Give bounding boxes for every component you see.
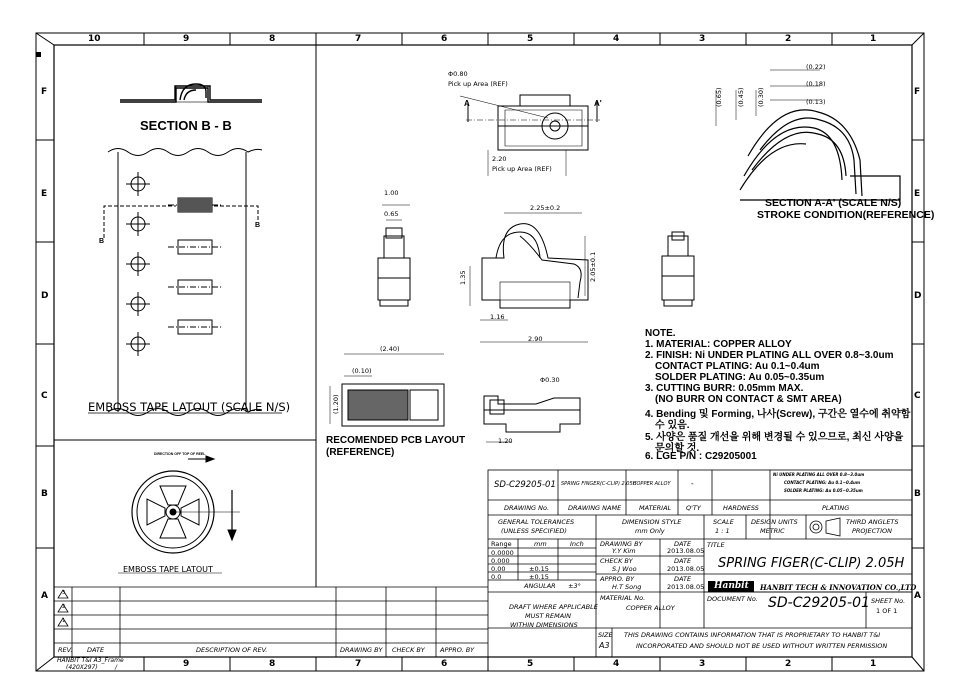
zone-right-d: D bbox=[914, 291, 922, 301]
proprietary-note-2: INCORPORATED AND SHOULD NOT BE USED WITHOUT WRITTEN PERMISSION bbox=[636, 642, 888, 650]
bottom-view bbox=[484, 396, 580, 442]
zone-right-a: A bbox=[914, 591, 921, 601]
zone-bottom-1: 1 bbox=[870, 659, 877, 669]
inch-label: Inch bbox=[570, 540, 584, 548]
sheet-no-value: 1 OF 1 bbox=[876, 607, 898, 615]
zone-bottom-4: 4 bbox=[613, 659, 620, 669]
zone-left-a: A bbox=[41, 591, 48, 601]
drawing-title: SPRING FIGER(C-CLIP) 2.05H bbox=[718, 556, 905, 571]
zone-bottom-9: 9 bbox=[183, 659, 190, 669]
zone-left-b: B bbox=[41, 489, 48, 499]
draft-note-2: MUST REMAIN bbox=[525, 612, 571, 620]
note-5-cont: 문의할 것. bbox=[655, 443, 700, 454]
qty-value: - bbox=[691, 480, 694, 488]
pick-up-dimension: 2.20 bbox=[492, 155, 507, 163]
dim-1-35: 1.35 bbox=[459, 270, 467, 285]
material-label: MATERIAL bbox=[639, 504, 672, 512]
dim-2-90: 2.90 bbox=[528, 335, 543, 343]
side-view-right bbox=[662, 232, 694, 306]
zone-left-c: C bbox=[41, 391, 48, 401]
dim-1-16: 1.16 bbox=[490, 313, 505, 321]
plating-value-1: Ni UNDER PLATING ALL OVER 0.8~3.0um bbox=[773, 472, 865, 477]
zone-top-1: 1 bbox=[870, 34, 877, 44]
note-4-cont: 수 있음. bbox=[655, 420, 690, 431]
qty-label: Q'TY bbox=[686, 504, 701, 512]
pick-up-diameter: Φ0.80 bbox=[448, 70, 468, 78]
note-2: 2. FINISH: Ni UNDER PLATING ALL OVER 0.8~3.0um bbox=[645, 350, 894, 361]
drawing-by-label: DRAWING BY bbox=[600, 540, 643, 548]
reel-direction-label: DIRECTION OFF TOP OF REEL bbox=[154, 452, 206, 456]
dim-0-65: 0.65 bbox=[384, 210, 399, 218]
appro-date: 2013.08.05 bbox=[667, 583, 705, 591]
design-units-value: METRIC bbox=[760, 527, 785, 535]
zone-top-3: 3 bbox=[699, 34, 706, 44]
zone-left-d: D bbox=[41, 291, 49, 301]
emboss-tape-layout-label: EMBOSS TAPE LATOUT bbox=[123, 565, 213, 574]
section-aa-subtitle: STROKE CONDITION(REFERENCE) bbox=[757, 209, 935, 221]
company-name: HANBIT TECH & INNOVATION CO.,LTD bbox=[760, 583, 917, 592]
appro-by-value: H.T Song bbox=[612, 583, 642, 591]
check-by-value: S.J Woo bbox=[612, 565, 637, 573]
angular-value: ±3° bbox=[568, 582, 581, 590]
document-no-value: SD-C29205-01 bbox=[768, 595, 870, 611]
tol-range-1: 0.000 bbox=[491, 557, 510, 565]
rev-check-by-label: CHECK BY bbox=[392, 646, 425, 654]
material-no-value: COPPER ALLOY bbox=[626, 604, 675, 612]
emboss-tape-layout-scale-label: EMBOSS TAPE LATOUT (SCALE N/S) bbox=[88, 400, 291, 414]
plating-value-3: SOLDER PLATING: Au 0.05~0.35um bbox=[784, 488, 863, 493]
side-view-left bbox=[378, 205, 410, 306]
drawing-date: 2013.08.05 bbox=[667, 547, 705, 555]
note-2-solder: SOLDER PLATING: Au 0.05~0.35um bbox=[655, 372, 825, 383]
zone-top-6: 6 bbox=[441, 34, 448, 44]
rev-description-label: DESCRIPTION OF REV. bbox=[196, 646, 268, 654]
sheet-marker bbox=[36, 52, 41, 57]
rev-label: REV. bbox=[58, 646, 73, 654]
dim-0-30: Φ0.30 bbox=[540, 376, 560, 384]
dim-0-45-vertical: (0.45) bbox=[737, 87, 745, 107]
plating-label: PLATING bbox=[822, 504, 850, 512]
proprietary-note-1: THIS DRAWING CONTAINS INFORMATION THAT IS PROPRIETARY TO HANBIT T&I bbox=[624, 631, 881, 639]
dim-0-22: (0.22) bbox=[806, 63, 826, 71]
section-bb-profile bbox=[120, 84, 262, 102]
dim-1-20: 1.20 bbox=[498, 437, 513, 445]
note-3: 3. CUTTING BURR: 0.05mm MAX. bbox=[645, 383, 804, 394]
dim-2-05: 2.05±0.1 bbox=[589, 251, 597, 282]
section-marker-a-prime: A' bbox=[594, 99, 602, 108]
scale-label: SCALE bbox=[713, 518, 734, 526]
zone-bottom-7: 7 bbox=[355, 659, 362, 669]
unless-specified-label: (UNLESS SPECIFIED) bbox=[501, 527, 567, 535]
frame-slash: / bbox=[115, 664, 118, 671]
check-date-label: DATE bbox=[674, 557, 692, 565]
company-logo: Hanbit bbox=[714, 581, 749, 591]
dim-0-13: (0.13) bbox=[806, 98, 826, 106]
mm-label: mm bbox=[534, 540, 547, 548]
dim-1-00: 1.00 bbox=[384, 189, 399, 197]
projection-label-1: THIRD ANGLETS bbox=[846, 518, 899, 526]
zone-top-2: 2 bbox=[785, 34, 792, 44]
dimension-style-value: mm Only bbox=[635, 527, 665, 535]
hardness-label: HARDNESS bbox=[723, 504, 759, 512]
note-3-burr: (NO BURR ON CONTACT & SMT AREA) bbox=[655, 394, 842, 405]
title-label: TITLE bbox=[707, 541, 725, 549]
pcb-layout bbox=[330, 354, 444, 426]
angular-label: ANGULAR bbox=[524, 582, 556, 590]
appro-date-label: DATE bbox=[674, 575, 692, 583]
rev-mark-3: 3 bbox=[62, 590, 66, 596]
zone-top-9: 9 bbox=[183, 34, 190, 44]
design-units-label: DESIGN UNITS bbox=[751, 518, 798, 526]
drawing-name-value: SPRING FINGER(C-CLIP) 2.05H bbox=[561, 481, 637, 487]
zone-left-f: F bbox=[41, 87, 48, 97]
general-tolerances-label: GENERAL TOLERANCES bbox=[498, 518, 575, 526]
size-label: SIZE bbox=[598, 631, 613, 639]
drawing-name-label: DRAWING NAME bbox=[568, 504, 622, 512]
zone-top-8: 8 bbox=[269, 34, 276, 44]
drawing-no-value: SD-C29205-01 bbox=[494, 480, 556, 490]
emboss-tape bbox=[88, 149, 282, 416]
section-aa-title: SECTION A-A' (SCALE N/S) bbox=[765, 197, 902, 209]
section-marker-b-left: B bbox=[99, 238, 105, 245]
rev-drawing-by-label: DRAWING BY bbox=[340, 646, 383, 654]
zone-top-5: 5 bbox=[527, 34, 534, 44]
material-value: COPPER ALLOY bbox=[633, 481, 671, 487]
appro-by-label: APPRO. BY bbox=[600, 575, 635, 583]
note-4: 4. Bending 및 Forming, 나사(Screw), 구간은 열수에 취약함 bbox=[645, 409, 911, 420]
size-value: A3 bbox=[599, 641, 610, 650]
rev-appro-by-label: APPRO. BY bbox=[440, 646, 475, 654]
note-5: 5. 사양은 품질 개선을 위해 변경될 수 있으므로, 최신 사양을 bbox=[645, 432, 904, 443]
rev-mark-2: 2 bbox=[62, 604, 66, 610]
scale-value: 1 : 1 bbox=[715, 527, 730, 535]
note-6: 6. LGE P/N : C29205001 bbox=[645, 451, 757, 462]
projection-label-2: PROJECTION bbox=[852, 527, 892, 535]
zone-top-10: 10 bbox=[88, 34, 101, 44]
rev-date-label: DATE bbox=[87, 646, 105, 654]
check-date: 2013.08.05 bbox=[667, 565, 705, 573]
projection-symbol bbox=[810, 518, 840, 536]
tol-range-3: 0.0 bbox=[491, 573, 502, 581]
tape-reel bbox=[118, 456, 240, 573]
tol-mm-2: ±0.15 bbox=[529, 565, 549, 573]
range-label: Range bbox=[491, 540, 512, 548]
section-bb-title: SECTION B - B bbox=[140, 118, 232, 133]
tol-mm-3: ±0.15 bbox=[529, 573, 549, 581]
note-heading: NOTE. bbox=[645, 328, 676, 339]
top-zone-ticks bbox=[144, 33, 832, 45]
check-by-label: CHECK BY bbox=[600, 557, 633, 565]
dim-1-20-vertical: (1.20) bbox=[332, 394, 340, 414]
sheet-no-label: SHEET No. bbox=[871, 597, 906, 605]
zone-bottom-8: 8 bbox=[269, 659, 276, 669]
zone-right-c: C bbox=[914, 391, 921, 401]
zone-left-e: E bbox=[41, 189, 48, 199]
zone-right-e: E bbox=[914, 189, 921, 199]
tol-range-2: 0.00 bbox=[491, 565, 506, 573]
note-2-contact: CONTACT PLATING: Au 0.1~0.4um bbox=[655, 361, 820, 372]
top-view bbox=[460, 95, 600, 176]
pick-up-area-ref-bottom: Pick up Area (REF) bbox=[492, 165, 552, 173]
note-1: 1. MATERIAL: COPPER ALLOY bbox=[645, 339, 792, 350]
front-view bbox=[470, 213, 588, 342]
zone-right-f: F bbox=[914, 87, 921, 97]
pcb-layout-reference: (REFERENCE) bbox=[326, 447, 395, 458]
drawing-date-label: DATE bbox=[674, 540, 692, 548]
zone-bottom-3: 3 bbox=[699, 659, 706, 669]
zone-right-b: B bbox=[914, 489, 921, 499]
plating-value-2: CONTACT PLATING: Au 0.1~0.4um bbox=[784, 480, 861, 485]
dimension-style-label: DIMENSION STYLE bbox=[622, 518, 682, 526]
zone-top-4: 4 bbox=[613, 34, 620, 44]
draft-note-1: DRAFT WHERE APPLICABLE bbox=[509, 603, 598, 611]
draft-note-3: WITHIN DIMENSIONS bbox=[510, 621, 578, 629]
section-marker-a: A bbox=[464, 99, 470, 108]
dim-0-30-vertical: (0.30) bbox=[757, 87, 765, 107]
material-no-label: MATERIAL No. bbox=[600, 594, 646, 602]
pcb-layout-title: RECOMENDED PCB LAYOUT bbox=[326, 435, 466, 446]
bottom-zone-ticks bbox=[144, 657, 832, 671]
tol-range-0: 0.0000 bbox=[491, 549, 514, 557]
frame-name: HANBIT T&I A3_Frame bbox=[57, 657, 124, 664]
dim-2-40: (2.40) bbox=[380, 345, 400, 353]
dim-0-18: (0.18) bbox=[806, 80, 826, 88]
frame-size: (420X297) bbox=[66, 664, 98, 671]
dim-0-65-vertical: (0.65) bbox=[715, 87, 723, 107]
zone-top-7: 7 bbox=[355, 34, 362, 44]
zone-bottom-5: 5 bbox=[527, 659, 534, 669]
drawing-no-label: DRAWING No. bbox=[504, 504, 550, 512]
rev-mark-1: 1 bbox=[62, 618, 66, 624]
drawing-by-value: Y.Y Kim bbox=[612, 547, 636, 555]
zone-bottom-2: 2 bbox=[785, 659, 792, 669]
dim-2-25: 2.25±0.2 bbox=[530, 204, 561, 212]
dim-0-10: (0.10) bbox=[352, 367, 372, 375]
pick-up-area-ref-top: Pick up Area (REF) bbox=[448, 80, 508, 88]
document-no-label: DOCUMENT No. bbox=[707, 595, 758, 603]
zone-bottom-6: 6 bbox=[441, 659, 448, 669]
section-marker-b-right: B bbox=[255, 222, 261, 229]
